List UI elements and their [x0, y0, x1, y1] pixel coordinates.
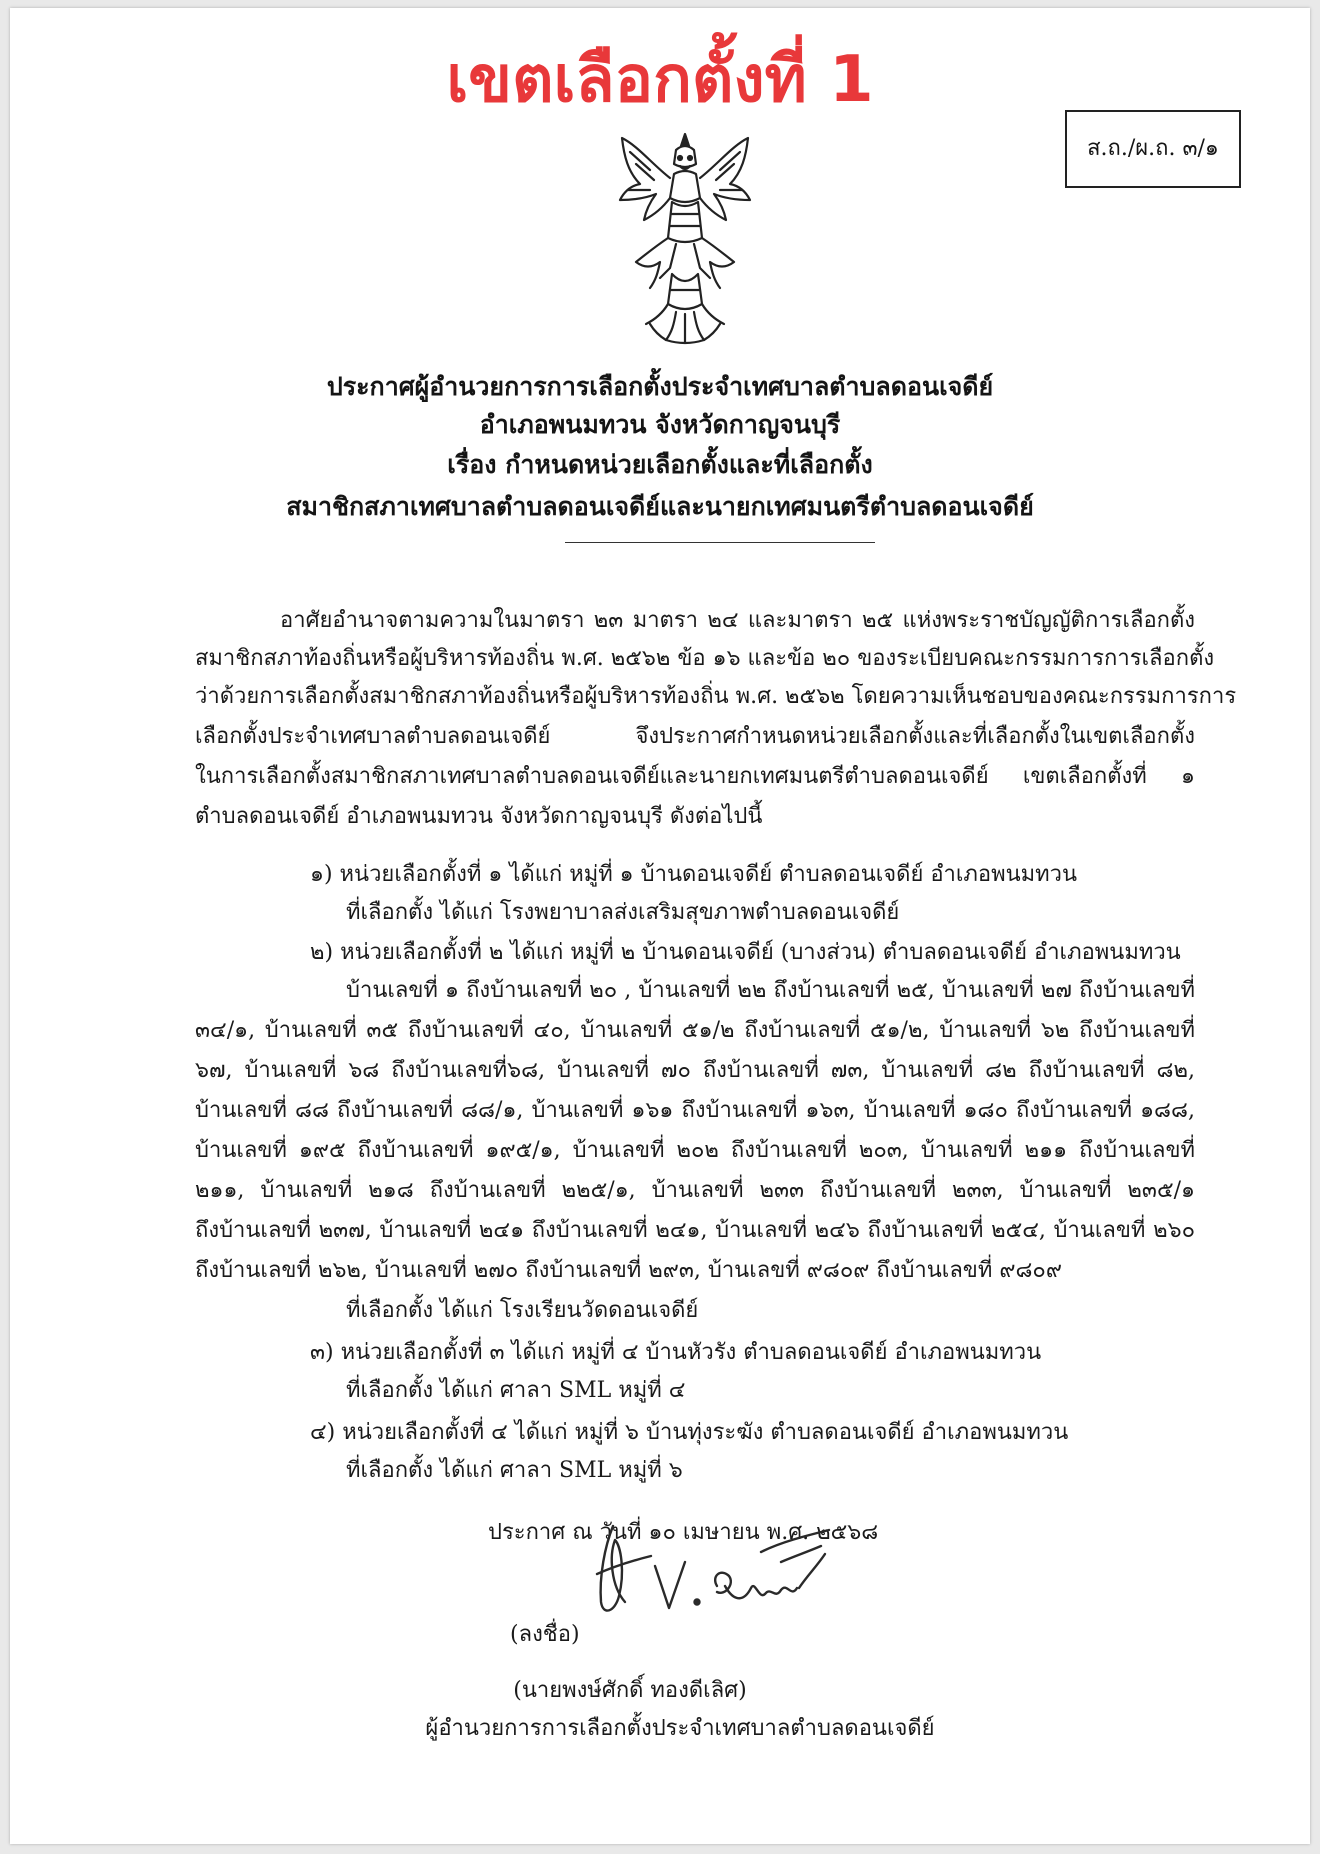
intro-line-5: ในการเลือกตั้งสมาชิกสภาเทศบาลตำบลดอนเจดีย์และนายกเทศมนตรีตำบลดอนเจดีย์ เขตเลือกตั้งที่ ๑ — [195, 764, 1195, 789]
electoral-district-banner: เขตเลือกตั้งที่ 1 — [446, 43, 874, 117]
unit4-line-1: ๔) หน่วยเลือกตั้งที่ ๔ ได้แก่ หมู่ที่ ๖ บ้านทุ่งระฆัง ตำบลดอนเจดีย์ อำเภอพนมทวน — [310, 1420, 1069, 1445]
handwritten-signature — [585, 1516, 835, 1636]
document-page — [10, 8, 1310, 1844]
form-code-box: ส.ถ./ผ.ถ. ๓/๑ — [1065, 110, 1241, 188]
signer-name: (นายพงษ์ศักดิ์ ทองดีเลิศ) — [513, 1678, 747, 1703]
title-line-1: ประกาศผู้อำนวยการการเลือกตั้งประจำเทศบาลตำบลดอนเจดีย์ — [326, 372, 994, 401]
unit1-line-2: ที่เลือกตั้ง ได้แก่ โรงพยาบาลส่งเสริมสุขภาพตำบลดอนเจดีย์ — [346, 900, 900, 925]
intro-line-4: เลือกตั้งประจำเทศบาลตำบลดอนเจดีย์ จึงประกาศกำหนดหน่วยเลือกตั้งและที่เลือกตั้งในเขตเลือกตั้ง — [195, 724, 1195, 749]
unit2-line-9: ถึงบ้านเลขที่ ๒๖๒, บ้านเลขที่ ๒๗๐ ถึงบ้านเลขที่ ๒๙๓, บ้านเลขที่ ๙๘๐๙ ถึงบ้านเลขที่ ๙๘๐๙ — [195, 1258, 1062, 1283]
title-line-3: เรื่อง กำหนดหน่วยเลือกตั้งและที่เลือกตั้ง — [447, 450, 873, 479]
unit2-line-7: ๒๑๑, บ้านเลขที่ ๒๑๘ ถึงบ้านเลขที่ ๒๒๕/๑, บ้านเลขที่ ๒๓๓ ถึงบ้านเลขที่ ๒๓๓, บ้านเลขที่ ๒๓๕/๑ — [195, 1178, 1195, 1203]
title-line-4: สมาชิกสภาเทศบาลตำบลดอนเจดีย์และนายกเทศมนตรีตำบลดอนเจดีย์ — [286, 492, 1034, 521]
unit2-line-8: ถึงบ้านเลขที่ ๒๓๗, บ้านเลขที่ ๒๔๑ ถึงบ้านเลขที่ ๒๔๑, บ้านเลขที่ ๒๔๖ ถึงบ้านเลขที่ ๒๕๔, บ้านเลขที่ ๒๖๐ — [195, 1218, 1195, 1243]
unit3-line-2: ที่เลือกตั้ง ได้แก่ ศาลา SML หมู่ที่ ๔ — [346, 1378, 686, 1403]
intro-line-3: ว่าด้วยการเลือกตั้งสมาชิกสภาท้องถิ่นหรือผู้บริหารท้องถิ่น พ.ศ. ๒๕๖๒ โดยความเห็นชอบของคณะกรรมการการ — [195, 684, 1237, 709]
unit2-line-3: ๓๔/๑, บ้านเลขที่ ๓๕ ถึงบ้านเลขที่ ๔๐, บ้านเลขที่ ๕๑/๒ ถึงบ้านเลขที่ ๕๑/๒, บ้านเลขที่ ๖๒ ถึงบ้านเลขที่ — [195, 1018, 1195, 1043]
intro-line-2: สมาชิกสภาท้องถิ่นหรือผู้บริหารท้องถิ่น พ.ศ. ๒๕๖๒ ข้อ ๑๖ และข้อ ๒๐ ของระเบียบคณะกรรมการการเลือกตั้ง — [195, 646, 1215, 671]
intro-line-6: ตำบลดอนเจดีย์ อำเภอพนมทวน จังหวัดกาญจนบุรี ดังต่อไปนี้ — [195, 804, 763, 829]
unit2-line-5: บ้านเลขที่ ๘๘ ถึงบ้านเลขที่ ๘๘/๑, บ้านเลขที่ ๑๖๑ ถึงบ้านเลขที่ ๑๖๓, บ้านเลขที่ ๑๘๐ ถึงบ้านเลขที่ ๑๘๘, — [195, 1098, 1195, 1123]
title-line-2: อำเภอพนมทวน จังหวัดกาญจนบุรี — [479, 410, 841, 439]
unit2-line-4: ๖๗, บ้านเลขที่ ๖๘ ถึงบ้านเลขที่๖๘, บ้านเลขที่ ๗๐ ถึงบ้านเลขที่ ๗๓, บ้านเลขที่ ๘๒ ถึงบ้านเลขที่ ๘๒, — [195, 1058, 1195, 1083]
intro-line-1: อาศัยอำนาจตามความในมาตรา ๒๓ มาตรา ๒๔ และมาตรา ๒๕ แห่งพระราชบัญญัติการเลือกตั้ง — [280, 608, 1195, 633]
unit3-line-1: ๓) หน่วยเลือกตั้งที่ ๓ ได้แก่ หมู่ที่ ๔ บ้านหัวรัง ตำบลดอนเจดีย์ อำเภอพนมทวน — [310, 1340, 1042, 1365]
unit2-line-2: บ้านเลขที่ ๑ ถึงบ้านเลขที่ ๒๐ , บ้านเลขที่ ๒๒ ถึงบ้านเลขที่ ๒๕, บ้านเลขที่ ๒๗ ถึงบ้านเลขที่ — [346, 978, 1195, 1003]
signature-label: (ลงชื่อ) — [510, 1622, 580, 1647]
unit2-line-6: บ้านเลขที่ ๑๙๕ ถึงบ้านเลขที่ ๑๙๕/๑, บ้านเลขที่ ๒๐๒ ถึงบ้านเลขที่ ๒๐๓, บ้านเลขที่ ๒๑๑ ถึงบ้านเลขที่ — [195, 1138, 1195, 1163]
announcement-date: ประกาศ ณ วันที่ ๑๐ เมษายน พ.ศ. ๒๕๖๘ — [488, 1520, 879, 1545]
signer-title: ผู้อำนวยการการเลือกตั้งประจำเทศบาลตำบลดอนเจดีย์ — [425, 1716, 935, 1741]
unit2-polling-place: ที่เลือกตั้ง ได้แก่ โรงเรียนวัดดอนเจดีย์ — [346, 1298, 699, 1323]
garuda-emblem-icon — [610, 128, 760, 348]
title-divider — [565, 542, 875, 543]
unit1-line-1: ๑) หน่วยเลือกตั้งที่ ๑ ได้แก่ หมู่ที่ ๑ บ้านดอนเจดีย์ ตำบลดอนเจดีย์ อำเภอพนมทวน — [310, 862, 1078, 887]
unit4-line-2: ที่เลือกตั้ง ได้แก่ ศาลา SML หมู่ที่ ๖ — [346, 1458, 683, 1483]
unit2-line-1: ๒) หน่วยเลือกตั้งที่ ๒ ได้แก่ หมู่ที่ ๒ บ้านดอนเจดีย์ (บางส่วน) ตำบลดอนเจดีย์ อำเภอพนมทวน — [310, 940, 1181, 965]
